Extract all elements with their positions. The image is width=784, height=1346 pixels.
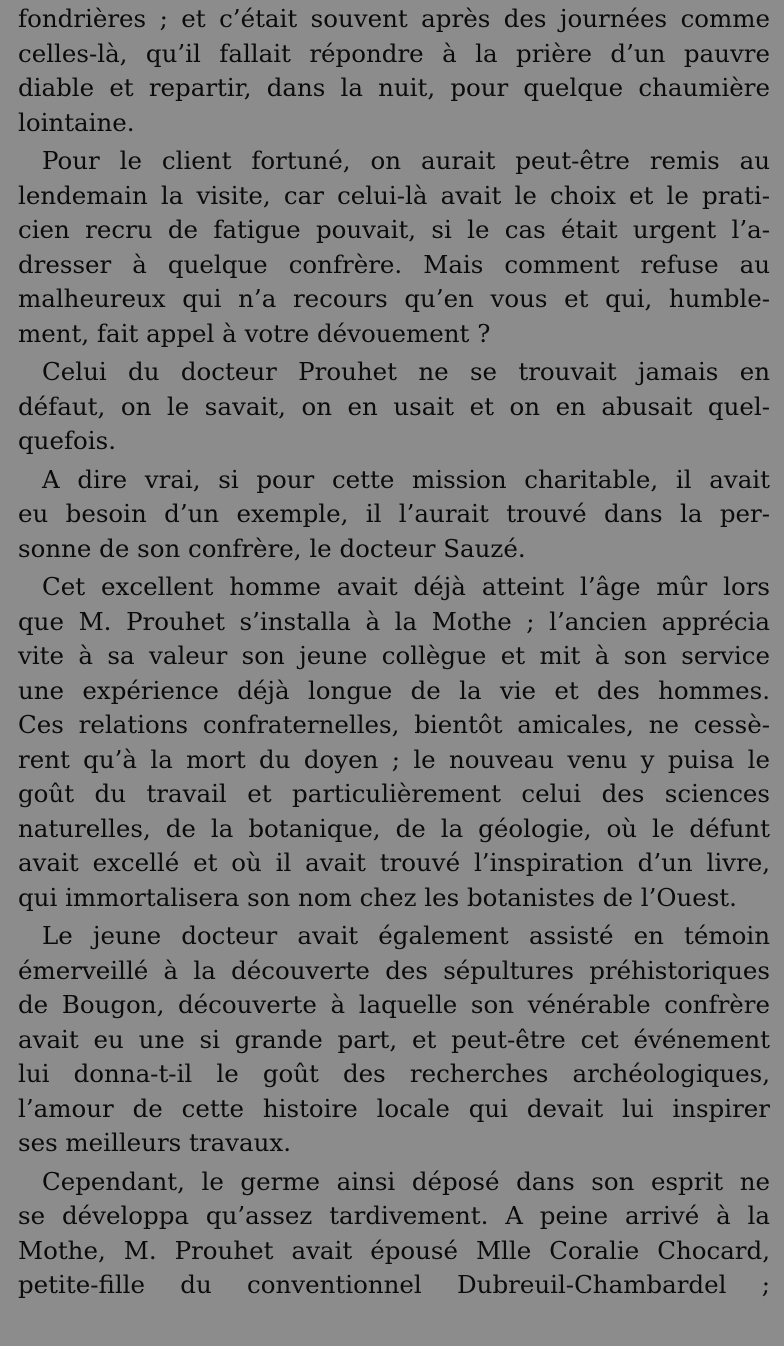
text-line: lui donna-t-il le goût des recherches archéologiques, [18,1059,770,1088]
text-line: émerveillé à la découverte des sépultures préhistoriques [18,955,770,985]
text-line: ses meilleurs travaux. [18,1128,292,1157]
paragraph-4 [18,463,770,567]
text-line: ment, fait appel à votre dévouement ? [18,318,491,348]
text-line: Le jeune docteur avait également assisté en témoin [42,921,770,950]
body-text [18,2,770,1303]
text-line: diable et repartir, dans la nuit, pour quelque chaumière [18,73,770,102]
text-line: dresser à quelque confrère. Mais comment refuse au [18,249,770,279]
text-line: eu besoin d’un exemple, il l’aurait trouvé dans la per- [18,499,770,528]
text-line: Mothe, M. Prouhet avait épousé Mlle Coralie Chocard, [18,1235,770,1265]
text-line: de Bougon, découverte à laquelle son vénérable confrère [18,990,770,1019]
text-line: se développa qu’assez tardivement. A peine arrivé à la [18,1201,770,1230]
paragraph-6 [18,919,770,1161]
text-line: avait eu une si grande part, et peut-être cet événement [18,1024,770,1054]
text-line: A dire vrai, si pour cette mission charitable, il avait [42,464,770,494]
text-line: vite à sa valeur son jeune collègue et mit à son service [18,641,770,670]
paragraph-2 [18,144,770,351]
text-line: cien recru de fatigue pouvait, si le cas était urgent l’a- [18,215,770,244]
text-line: petite-fille du conventionnel Dubreuil-Chambardel ; [18,1270,770,1299]
text-line: Celui du docteur Prouhet ne se trouvait jamais en [42,357,770,386]
text-line: sonne de son confrère, le docteur Sauzé. [18,533,526,563]
paragraph-3 [18,355,770,459]
text-line: lendemain la visite, car celui-là avait le choix et le prati- [18,180,770,210]
paragraph-7 [18,1165,770,1303]
text-line: défaut, on le savait, on en usait et on en abusait quel- [18,391,770,421]
text-line: malheureux qui n’a recours qu’en vous et qui, humble- [18,284,770,313]
text-line: Cet excellent homme avait déjà atteint l’âge mûr lors [42,572,770,601]
text-line: lointaine. [18,107,135,137]
text-line: qui immortalisera son nom chez les botanistes de l’Ouest. [18,882,737,912]
text-line: quefois. [18,426,116,455]
text-line: Cependant, le germe ainsi déposé dans son esprit ne [42,1166,770,1196]
text-line: l’amour de cette histoire locale qui devait lui inspirer [18,1093,770,1123]
text-line: goût du travail et particulièrement celui des sciences [18,779,770,808]
paragraph-5 [18,570,770,915]
text-line: avait excellé et où il avait trouvé l’inspiration d’un livre, [18,848,770,877]
text-line: que M. Prouhet s’installa à la Mothe ; l’ancien apprécia [18,606,770,636]
text-line: naturelles, de la botanique, de la géologie, où le défunt [18,813,770,843]
text-line: celles-là, qu’il fallait répondre à la prière d’un pauvre [18,38,770,68]
text-line: fondrières ; et c’était souvent après des journées comme [18,4,770,33]
paragraph-1 [18,2,770,140]
text-line: Pour le client fortuné, on aurait peut-être remis au [42,146,770,175]
text-line: Ces relations confraternelles, bientôt amicales, ne cessè- [18,710,770,739]
text-line: rent qu’à la mort du doyen ; le nouveau venu y puisa le [18,744,770,774]
text-line: une expérience déjà longue de la vie et des hommes. [18,675,770,705]
